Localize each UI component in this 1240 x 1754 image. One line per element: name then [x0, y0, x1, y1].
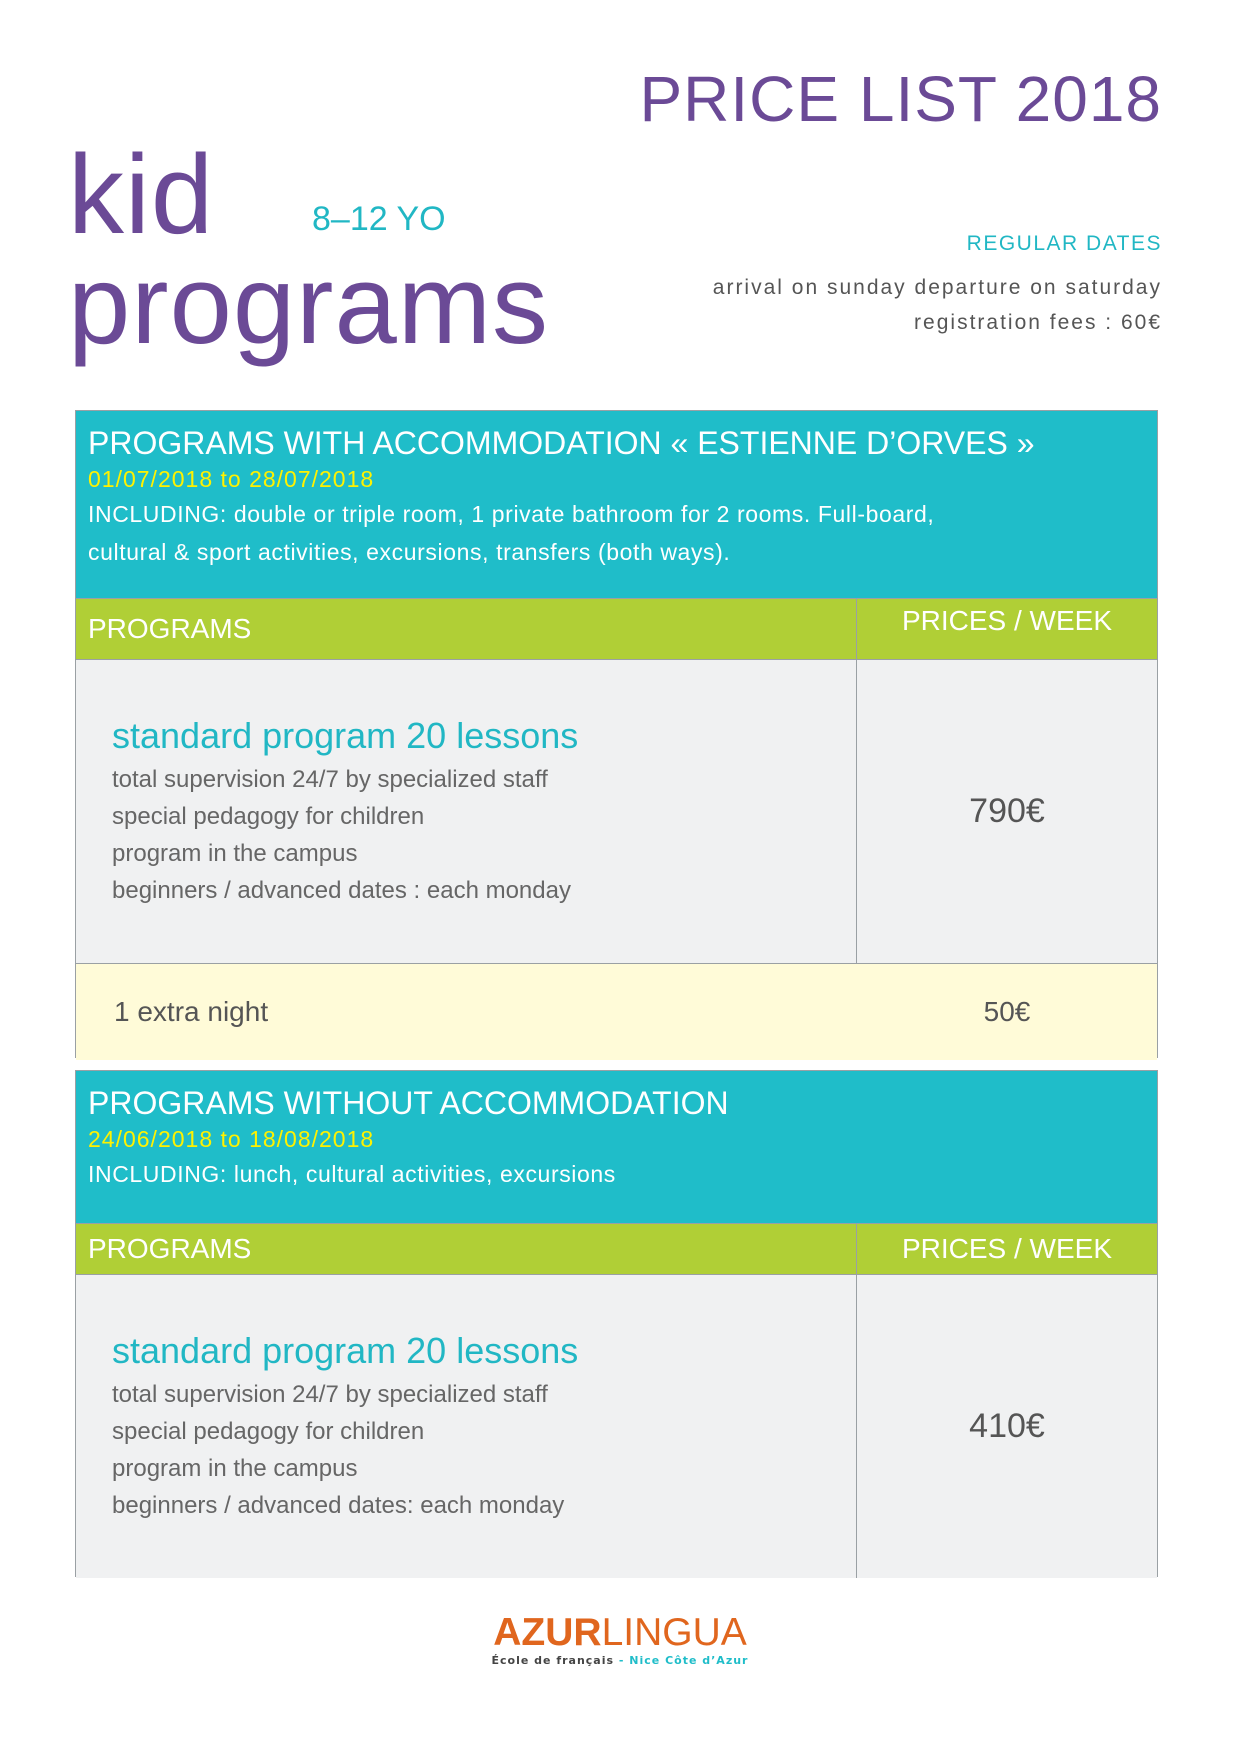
table-header-row: [76, 1223, 1157, 1275]
logo-tagline: [0, 1654, 1240, 1667]
program-cell: [76, 1275, 857, 1578]
program-name: standard program 20 lessons: [112, 714, 579, 756]
regular-dates-label: REGULAR DATES: [966, 232, 1162, 255]
section-without-accommodation: [75, 1070, 1158, 1577]
page-title: PRICE LIST 2018: [639, 63, 1162, 135]
column-header-prices: PRICES / WEEK: [901, 605, 1113, 636]
program-detail: special pedagogy for children: [112, 1417, 425, 1445]
column-header-prices: PRICES / WEEK: [901, 1233, 1113, 1264]
table-header-row: [76, 598, 1157, 660]
extra-night-row: [76, 963, 1157, 1060]
registration-fees-info: registration fees : 60€: [914, 311, 1162, 334]
kid-programs-heading: [68, 132, 550, 367]
section-dates: 24/06/2018 to 18/08/2018: [88, 1126, 375, 1152]
program-detail: program in the campus: [112, 1454, 358, 1482]
program-name: standard program 20 lessons: [112, 1329, 579, 1371]
heading-line-kid: kid: [68, 132, 215, 257]
section-title: PROGRAMS WITHOUT ACCOMMODATION: [88, 1085, 729, 1121]
program-detail: total supervision 24/7 by specialized staff: [112, 765, 548, 793]
logo-wordmark-light: LINGUA: [601, 1611, 747, 1654]
heading-line-programs: programs: [68, 242, 550, 367]
price-cell: 410€: [969, 1407, 1045, 1445]
arrival-departure-info: arrival on sunday departure on saturday: [712, 276, 1162, 299]
extra-night-label: 1 extra night: [114, 996, 269, 1027]
price-cell: 790€: [969, 792, 1045, 830]
section-header: [76, 411, 1157, 598]
extra-night-price: 50€: [983, 996, 1031, 1027]
section-title: PROGRAMS WITH ACCOMMODATION « ESTIENNE D’ORVES »: [88, 425, 1035, 461]
program-detail: total supervision 24/7 by specialized staff: [112, 1380, 548, 1408]
program-cell: [76, 660, 857, 963]
logo-wordmark: [0, 1612, 1240, 1654]
section-header: [76, 1071, 1157, 1223]
table-row: [76, 660, 1157, 963]
age-range-label: 8–12 YO: [312, 200, 446, 238]
section-including-line: INCLUDING: double or triple room, 1 private bathroom for 2 rooms. Full-board,: [88, 501, 935, 527]
section-with-accommodation: [75, 410, 1158, 1058]
program-detail: special pedagogy for children: [112, 802, 425, 830]
logo-tagline-sep: -: [614, 1654, 630, 1667]
program-detail: beginners / advanced dates : each monday: [112, 876, 571, 904]
logo-tagline-right: Nice Côte d’Azur: [629, 1654, 749, 1667]
section-dates: 01/07/2018 to 28/07/2018: [88, 466, 375, 492]
column-header-programs: PROGRAMS: [76, 599, 857, 659]
table-row: [76, 1275, 1157, 1578]
logo-wordmark-bold: AZUR: [493, 1611, 602, 1654]
program-detail: program in the campus: [112, 839, 358, 867]
azurlingua-logo: [0, 1612, 1240, 1667]
column-header-programs: PROGRAMS: [76, 1224, 857, 1274]
section-including-line: cultural & sport activities, excursions, transfers (both ways).: [88, 539, 731, 565]
logo-tagline-left: École de français: [491, 1654, 615, 1667]
program-detail: beginners / advanced dates: each monday: [112, 1491, 565, 1519]
section-including-line: INCLUDING: lunch, cultural activities, excursions: [88, 1161, 616, 1187]
